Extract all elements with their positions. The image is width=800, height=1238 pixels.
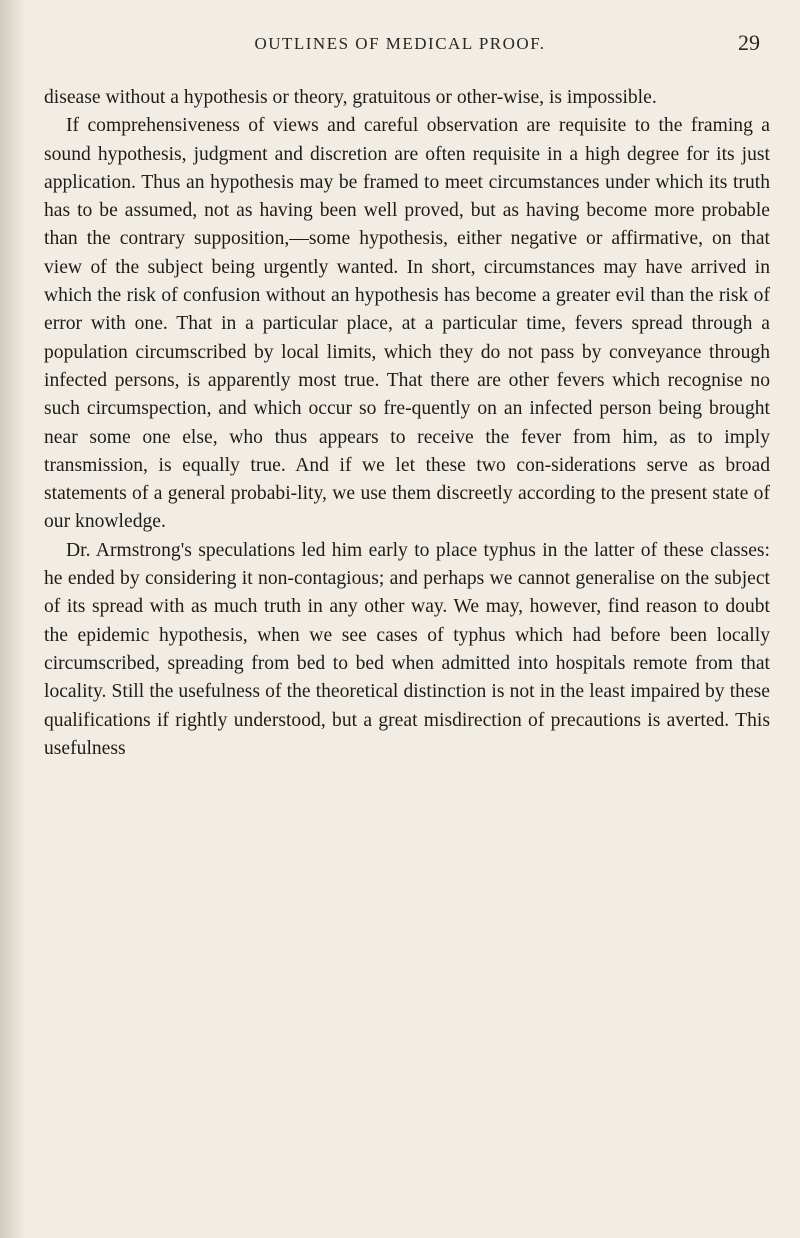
paragraph-armstrong: Dr. Armstrong's speculations led him early to place typhus in the latter of these classes: he ended by considering it non-contagious; and perhaps we cannot generalise on the subject of its spread with as much truth in any other way. We may, however, find reason to doubt the epidemic hypothesis, when we see cases of typhus which had before been locally circumscribed, spreading from bed to bed when admitted into hospitals remote from that locality. Still the usefulness of the theoretical distinction is not in the least impaired by these qualifications if rightly understood, but a great misdirection of precautions is averted. This usefulness — [44, 539, 770, 759]
body-text — [44, 84, 770, 763]
paragraph-continued: disease without a hypothesis or theory, gratuitous or other-wise, is impossible. — [44, 87, 657, 108]
page-edge-shadow — [0, 0, 26, 1238]
paragraph-hypothesis: If comprehensiveness of views and careful observation are requisite to the framing a sound hypothesis, judgment and discretion are often requisite in a high degree for its just application. Thus an hypothesis may be framed to meet circumstances under which its truth has to be assumed, not as having been well proved, but as having become more probable than the contrary supposition,—some hypothesis, either negative or affirmative, on that view of the subject being urgently wanted. In short, circumstances may have arrived in which the risk of confusion without an hypothesis has become a greater evil than the risk of error with one. That in a particular place, at a particular time, fevers spread through a population circumscribed by local limits, which they do not pass by conveyance through infected persons, is apparently most true. That there are other fevers which recognise no such circumspection, and which occur so fre-quently on an infected person being brought near some one else, who thus appears to receive the fever from him, as to imply transmission, is equally true. And if we let these two con-siderations serve as broad statements of a general probabi-lity, we use them discreetly according to the present state of our knowledge. — [44, 115, 770, 533]
running-head — [40, 30, 760, 60]
page-number: 29 — [738, 30, 760, 55]
running-title: OUTLINES OF MEDICAL PROOF. — [254, 34, 546, 53]
